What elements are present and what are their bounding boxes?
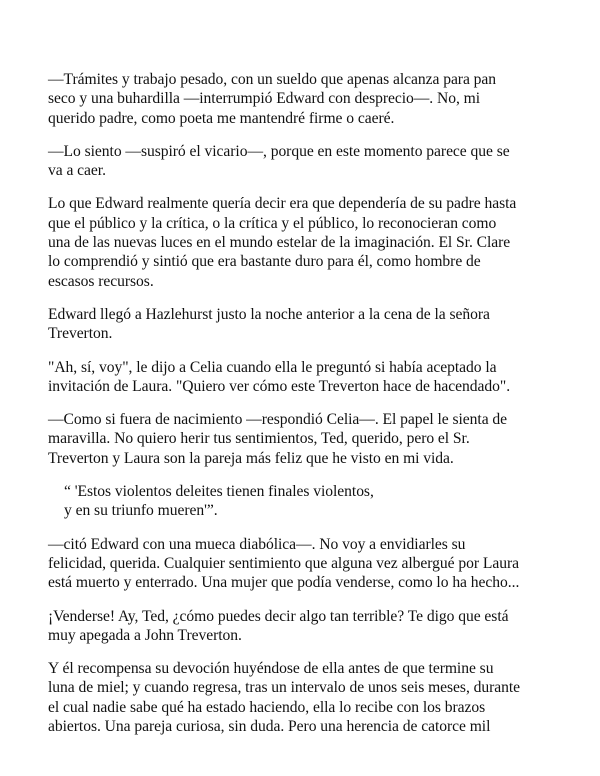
text-line: Lo que Edward realmente quería decir era que dependería de su padre hasta <box>48 195 517 213</box>
text-line: Treverton. <box>48 325 113 343</box>
paragraph-8 <box>48 535 568 593</box>
text-line: muy apegada a John Treverton. <box>48 626 242 644</box>
paragraph-2 <box>48 142 568 181</box>
text-line: el cual nadie sabe qué ha estado haciendo, ella lo recibe con los brazos <box>48 698 486 716</box>
text-line: escasos recursos. <box>48 272 154 290</box>
text-line: Treverton y Laura son la pareja más feliz que he visto en mi vida. <box>48 449 454 467</box>
text-line: va a caer. <box>48 162 106 180</box>
text-line: Edward llegó a Hazlehurst justo la noche anterior a la cena de la señora <box>48 305 490 323</box>
text-line: lo comprendió y sintió que era bastante duro para él, como hombre de <box>48 253 481 271</box>
paragraph-5 <box>48 358 568 397</box>
text-line: está muerto y enterrado. Una mujer que podía venderse, como lo ha hecho... <box>48 574 520 592</box>
text-line: felicidad, querida. Cualquier sentimiento que alguna vez albergué por Laura <box>48 554 519 572</box>
text-line: luna de miel; y cuando regresa, tras un intervalo de unos seis meses, durante <box>48 679 521 697</box>
text-line: seco y una buhardilla —interrumpió Edward con desprecio—. No, mi <box>48 90 481 108</box>
paragraph-3 <box>48 194 568 290</box>
text-line: Y él recompensa su devoción huyéndose de ella antes de que termine su <box>48 660 494 678</box>
text-line: invitación de Laura. "Quiero ver cómo este Treverton hace de hacendado". <box>48 377 511 395</box>
text-line: —citó Edward con una mueca diabólica—. No voy a envidiarles su <box>48 535 466 553</box>
text-line: abiertos. Una pareja curiosa, sin duda. Pero una herencia de catorce mil <box>48 718 491 736</box>
verse-quote <box>64 482 568 521</box>
text-line: "Ah, sí, voy", le dijo a Celia cuando ella le preguntó si había aceptado la <box>48 358 497 376</box>
paragraph-6 <box>48 410 568 468</box>
paragraph-10 <box>48 659 568 736</box>
text-line: ¡Venderse! Ay, Ted, ¿cómo puedes decir algo tan terrible? Te digo que está <box>48 607 509 625</box>
document-body <box>48 70 568 750</box>
paragraph-9 <box>48 607 568 646</box>
text-line: querido padre, como poeta me mantendré firme o caeré. <box>48 109 395 127</box>
text-line: —Como si fuera de nacimiento —respondió Celia—. El papel le sienta de <box>48 411 508 429</box>
paragraph-4 <box>48 305 568 344</box>
verse-line: “ 'Estos violentos deleites tienen finales violentos, <box>64 483 374 501</box>
verse-line: y en su triunfo mueren'”. <box>64 502 218 520</box>
text-line: una de las nuevas luces en el mundo estelar de la imaginación. El Sr. Clare <box>48 234 511 252</box>
text-line: que el público y la crítica, o la crítica y el público, lo reconocieran como <box>48 214 497 232</box>
text-line: —Lo siento —suspiró el vicario—, porque en este momento parece que se <box>48 142 510 160</box>
paragraph-1 <box>48 70 568 128</box>
text-line: —Trámites y trabajo pesado, con un sueldo que apenas alcanza para pan <box>48 71 497 88</box>
text-line: maravilla. No quiero herir tus sentimientos, Ted, querido, pero el Sr. <box>48 430 470 448</box>
